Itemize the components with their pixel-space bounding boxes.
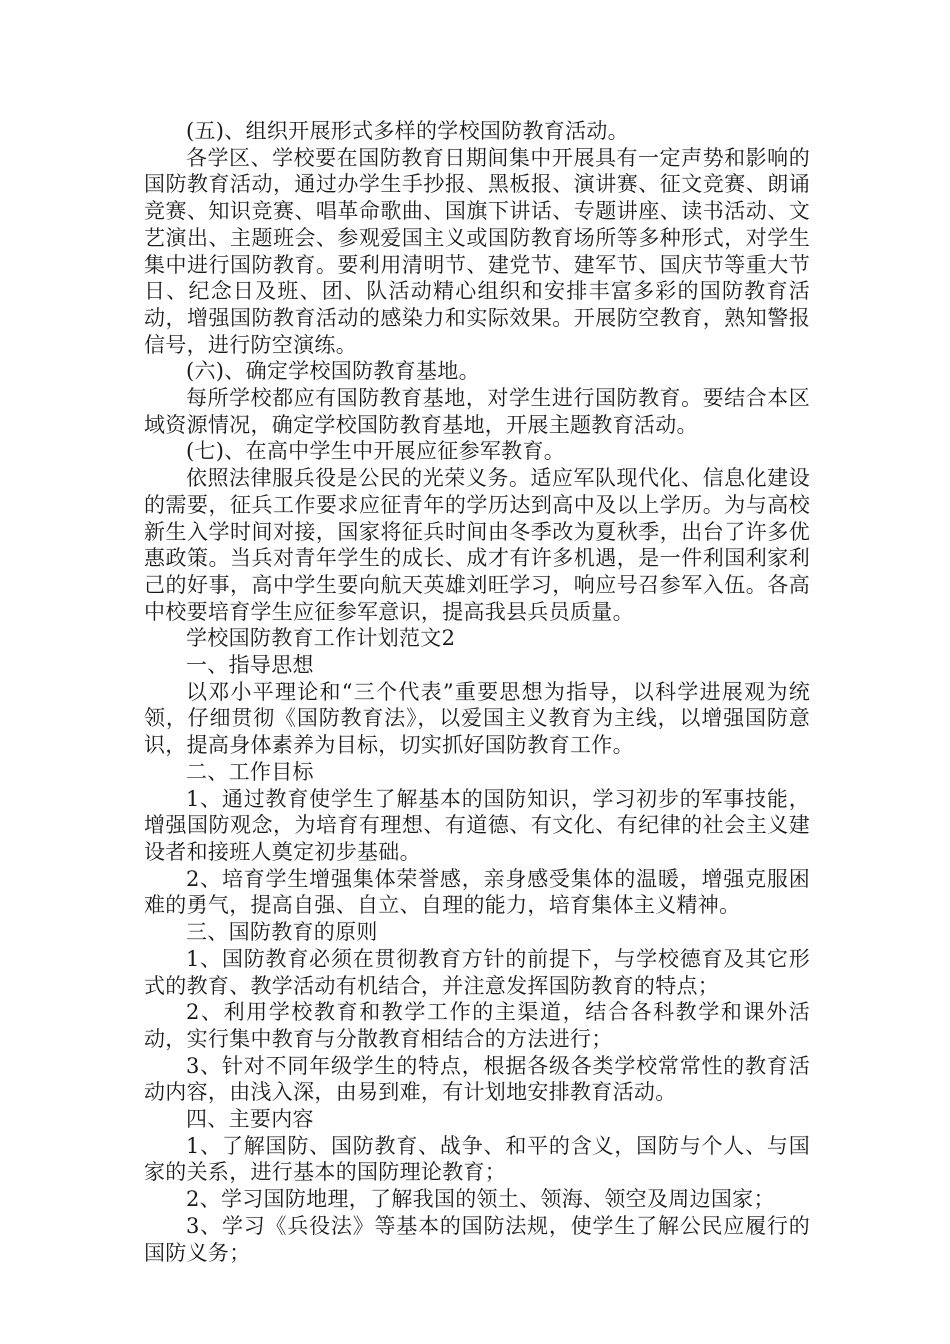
section-heading-work-goals: 二、工作目标 xyxy=(186,759,314,784)
document-body xyxy=(144,118,810,1266)
section-heading-7: (七)、在高中学生中开展应征参军教育。 xyxy=(186,439,566,464)
list-item: 1、了解国防、国防教育、战争、和平的含义，国防与个人、与国家的关系，进行基本的国防理论教育； xyxy=(144,1133,810,1185)
list-item: 2、培育学生增强集体荣誉感，亲身感受集体的温暖，增强克服困难的勇气，提高自强、自立、自理的能力，培育集体主义精神。 xyxy=(144,866,810,918)
list-item: 2、学习国防地理，了解我国的领土、领海、领空及周边国家； xyxy=(186,1187,775,1212)
section-heading-guiding-thought: 一、指导思想 xyxy=(186,653,314,678)
list-item: 2、利用学校教育和教学工作的主渠道，结合各科教学和课外活动，实行集中教育与分散教育相结合的方法进行； xyxy=(144,1000,810,1051)
section-heading-main-content: 四、主要内容 xyxy=(186,1107,314,1132)
section-heading-6: (六)、确定学校国防教育基地。 xyxy=(186,359,480,384)
list-item: 3、针对不同年级学生的特点，根据各级各类学校常常性的教育活动内容，由浅入深，由易到难，有计划地安排教育活动。 xyxy=(144,1053,810,1105)
list-item: 1、通过教育使学生了解基本的国防知识，学习初步的军事技能，增强国防观念，为培育有理想、有道德、有文化、有纪律的社会主义建设者和接班人奠定初步基础。 xyxy=(144,786,810,864)
section-heading-5: (五)、组织开展形式多样的学校国防教育活动。 xyxy=(186,119,629,143)
section-heading-principles: 三、国防教育的原则 xyxy=(186,920,378,945)
list-item: 3、学习《兵役法》等基本的国防法规，使学生了解公民应履行的国防义务； xyxy=(144,1213,810,1265)
paragraph: 各学区、学校要在国防教育日期间集中开展具有一定声势和影响的国防教育活动，通过办学生手抄报、黑板报、演讲赛、征文竞赛、朗诵竞赛、知识竞赛、唱革命歌曲、国旗下讲话、专题讲座、读书活动、文艺演出、主题班会、参观爱国主义或国防教育场所等多种形式，对学生集中进行国防教育。要利用清明节、建党节、建军节、国庆节等重大节日、纪念日及班、团、队活动精心组织和安排丰富多彩的国防教育活动，增强国防教育活动的感染力和实际效果。开展防空教育，熟知警报信号，进行防空演练。 xyxy=(144,145,810,357)
document-subtitle: 学校国防教育工作计划范文2 xyxy=(186,626,456,651)
paragraph: 每所学校都应有国防教育基地，对学生进行国防教育。要结合本区域资源情况，确定学校国防教育基地，开展主题教育活动。 xyxy=(144,386,810,437)
list-item: 1、国防教育必须在贯彻教育方针的前提下，与学校德育及其它形式的教育、教学活动有机结合，并注意发挥国防教育的特点； xyxy=(144,946,810,998)
paragraph: 依照法律服兵役是公民的光荣义务。适应军队现代化、信息化建设的需要，征兵工作要求应征青年的学历达到高中及以上学历。为与高校新生入学时间对接，国家将征兵时间由冬季改为夏秋季，出台了许多优惠政策。当兵对青年学生的成长、成才有许多机遇，是一件利国利家利己的好事，高中学生要向航天英雄刘旺学习，响应号召参军入伍。各高中校要培育学生应征参军意识，提高我县兵员质量。 xyxy=(144,466,810,624)
paragraph: 以邓小平理论和“三个代表”重要思想为指导，以科学进展观为统领，仔细贯彻《国防教育法》，以爱国主义教育为主线，以增强国防意识，提高身体素养为目标，切实抓好国防教育工作。 xyxy=(144,679,810,758)
